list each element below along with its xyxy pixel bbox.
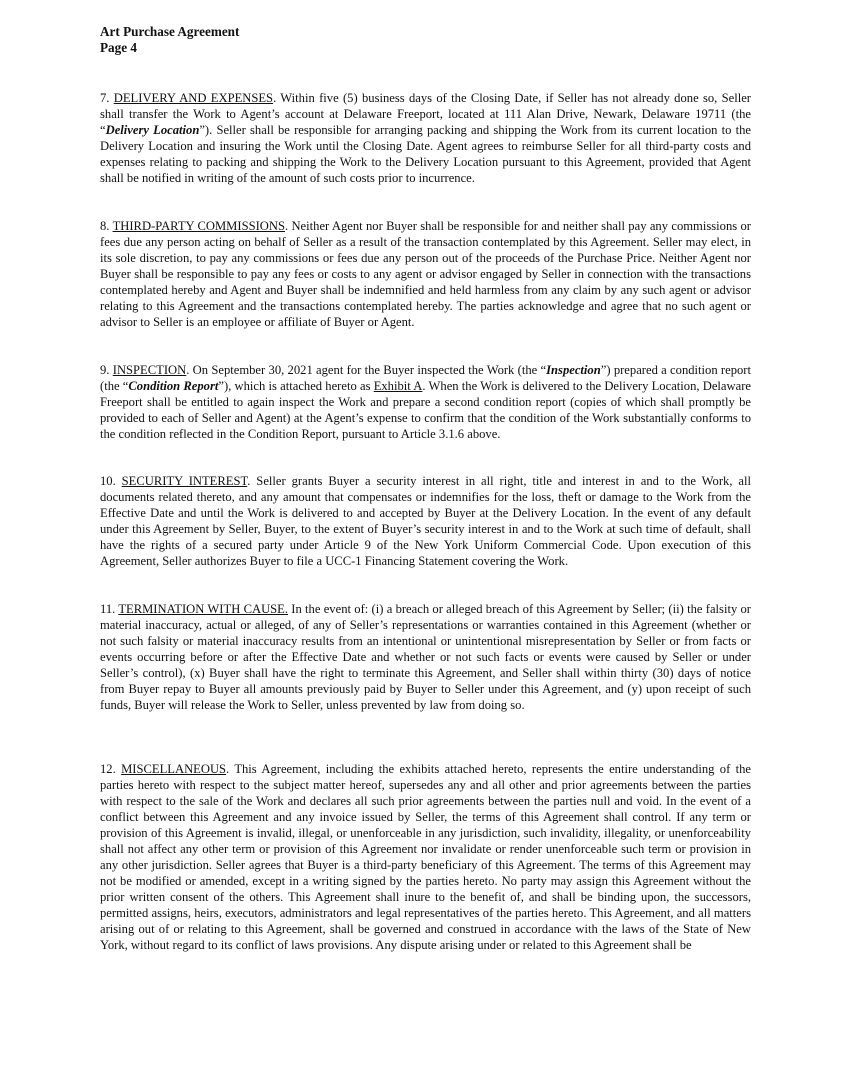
section-9-inspection	[100, 362, 751, 442]
section-text: In the event of: (i) a breach or alleged breach of this Agreement by Seller; (ii) the falsity or material inaccuracy, actual or alleged, of any of Seller’s representations or warranties contained in this Agreement (whether or not such falsity or material inaccuracy results from an intentional or unintentional misrepresentation by Seller or from facts or events occurring before or after the Effective Date and whether or not such facts or events were caused by Seller or under Seller’s control), (x) Buyer shall have the right to terminate this Agreement, and Seller shall within thirty (30) days of notice from Buyer repay to Buyer all amounts previously paid by Buyer to Seller under this Agreement, and (y) upon receipt of such funds, Buyer will release the Work to Seller, unless prevented by law from doing so.	[100, 602, 752, 712]
section-text: . On September 30, 2021 agent for the Buyer inspected the Work (the “	[186, 363, 547, 377]
section-text: ”) prepared a condition report (the “	[100, 363, 752, 393]
page-header	[100, 24, 239, 56]
section-number: 12.	[100, 762, 122, 776]
page-number: Page 4	[100, 40, 137, 55]
section-text: ”). Seller shall be responsible for arranging packing and shipping the Work from its current location to the Delivery Location and insuring the Work until the Closing Date. Agent agrees to reimburse Seller for all third-party costs and expenses relating to packing and shipping the Work to the Delivery Location pursuant to this Agreement, provided that Agent shall be notified in writing of the amount of such costs prior to incurrence.	[100, 123, 751, 185]
defined-term: Delivery Location	[105, 123, 200, 137]
section-heading: SECURITY INTEREST	[121, 474, 248, 488]
section-heading: MISCELLANEOUS	[121, 762, 227, 776]
section-text: . This Agreement, including the exhibits attached hereto, represents the entire understanding of the parties hereto with respect to the subject matter hereof, supersedes any and all other and prior agreements between the parties with respect to the sale of the Work and declares all such prior agreements between the parties null and void. In the event of a conflict between this Agreement and any invoice issued by Seller, the terms of this Agreement shall control. If any term or provision of this Agreement is invalid, illegal, or unenforceable in any jurisdiction, such invalidity, illegality, or unenforceability shall not affect any other term or provision of this Agreement nor invalidate or render unenforceable such term or provision in any other jurisdiction. Seller agrees that Buyer is a third-party beneficiary of this Agreement. The terms of this Agreement may not be modified or amended, except in a writing signed by the parties hereto. No party may assign this Agreement without the prior written consent of the others. This Agreement shall inure to the benefit of, and shall be binding upon, the successors, permitted assigns, heirs, executors, administrators and legal representatives of the parties hereto. This Agreement, and all matters arising out of or relating to this Agreement, shall be governed and construed in accordance with the laws of the State of New York, without regard to its conflict of laws provisions. Any dispute arising under or related to this Agreement shall be	[100, 762, 751, 952]
section-12-miscellaneous	[100, 761, 751, 953]
section-text: ”), which is attached hereto as	[218, 379, 374, 393]
section-number: 9.	[100, 363, 113, 377]
section-7-delivery-and-expenses	[100, 90, 751, 186]
defined-term: Inspection	[546, 363, 601, 377]
section-number: 8.	[100, 219, 113, 233]
section-8-third-party-commissions	[100, 218, 751, 330]
section-heading: THIRD-PARTY COMMISSIONS	[112, 219, 285, 233]
section-heading: INSPECTION	[112, 363, 187, 377]
section-10-security-interest	[100, 473, 751, 569]
defined-term: Condition Report	[128, 379, 219, 393]
section-text: . When the Work is delivered to the Delivery Location, Delaware Freeport shall be entitled to again inspect the Work and prepare a second condition report (copies of which shall promptly be provided to each of Seller and Agent) at the Agent’s expense to confirm that the condition of the Work substantially conforms to the condition reflected in the Condition Report, pursuant to Article 3.1.6 above.	[100, 379, 751, 441]
section-heading: TERMINATION WITH CAUSE.	[118, 602, 289, 616]
section-number: 7.	[100, 91, 114, 105]
exhibit-reference: Exhibit A	[373, 379, 423, 393]
document-title: Art Purchase Agreement	[100, 24, 240, 39]
section-text: . Neither Agent nor Buyer shall be responsible for and neither shall pay any commissions or fees due any person acting on behalf of Seller as a result of the transaction contemplated by this Agreement. Seller may elect, in its sole discretion, to pay any commissions or fees due any person out of the proceeds of the Purchase Price. Neither Agent nor Buyer shall be responsible to pay any fees or costs to any agent or advisor engaged by Seller in connection with the transactions contemplated hereby and Agent and Buyer shall be indemnified and held harmless from any claim by any such agent or advisor relating to this Agreement and the transactions contemplated hereby. The parties acknowledge and agree that no such agent or advisor to Seller is an employee or affiliate of Buyer or Agent.	[100, 219, 751, 329]
section-text: . Within five (5) business days of the Closing Date, if Seller has not already done so, Seller shall transfer the Work to Agent’s account at Delaware Freeport, located at 111 Alan Drive, Newark, Delaware 19711 (the “	[100, 91, 752, 137]
section-heading: DELIVERY AND EXPENSES	[113, 91, 274, 105]
section-number: 11.	[100, 602, 119, 616]
section-text: . Seller grants Buyer a security interest in all right, title and interest in and to the Work, all documents related thereto, and any amount that compensates or indemnifies for the loss, theft or damage to the Work from the Effective Date and until the Work is delivered to and accepted by Buyer at the Delivery Location. In the event of any default under this Agreement by Seller, Buyer, to the extent of Buyer’s security interest in and to the Work at such time of default, shall have the rights of a secured party under Article 9 of the New York Uniform Commercial Code. Upon execution of this Agreement, Seller authorizes Buyer to file a UCC-1 Financing Statement covering the Work.	[100, 474, 751, 568]
section-11-termination-with-cause	[100, 601, 751, 713]
section-number: 10.	[100, 474, 122, 488]
